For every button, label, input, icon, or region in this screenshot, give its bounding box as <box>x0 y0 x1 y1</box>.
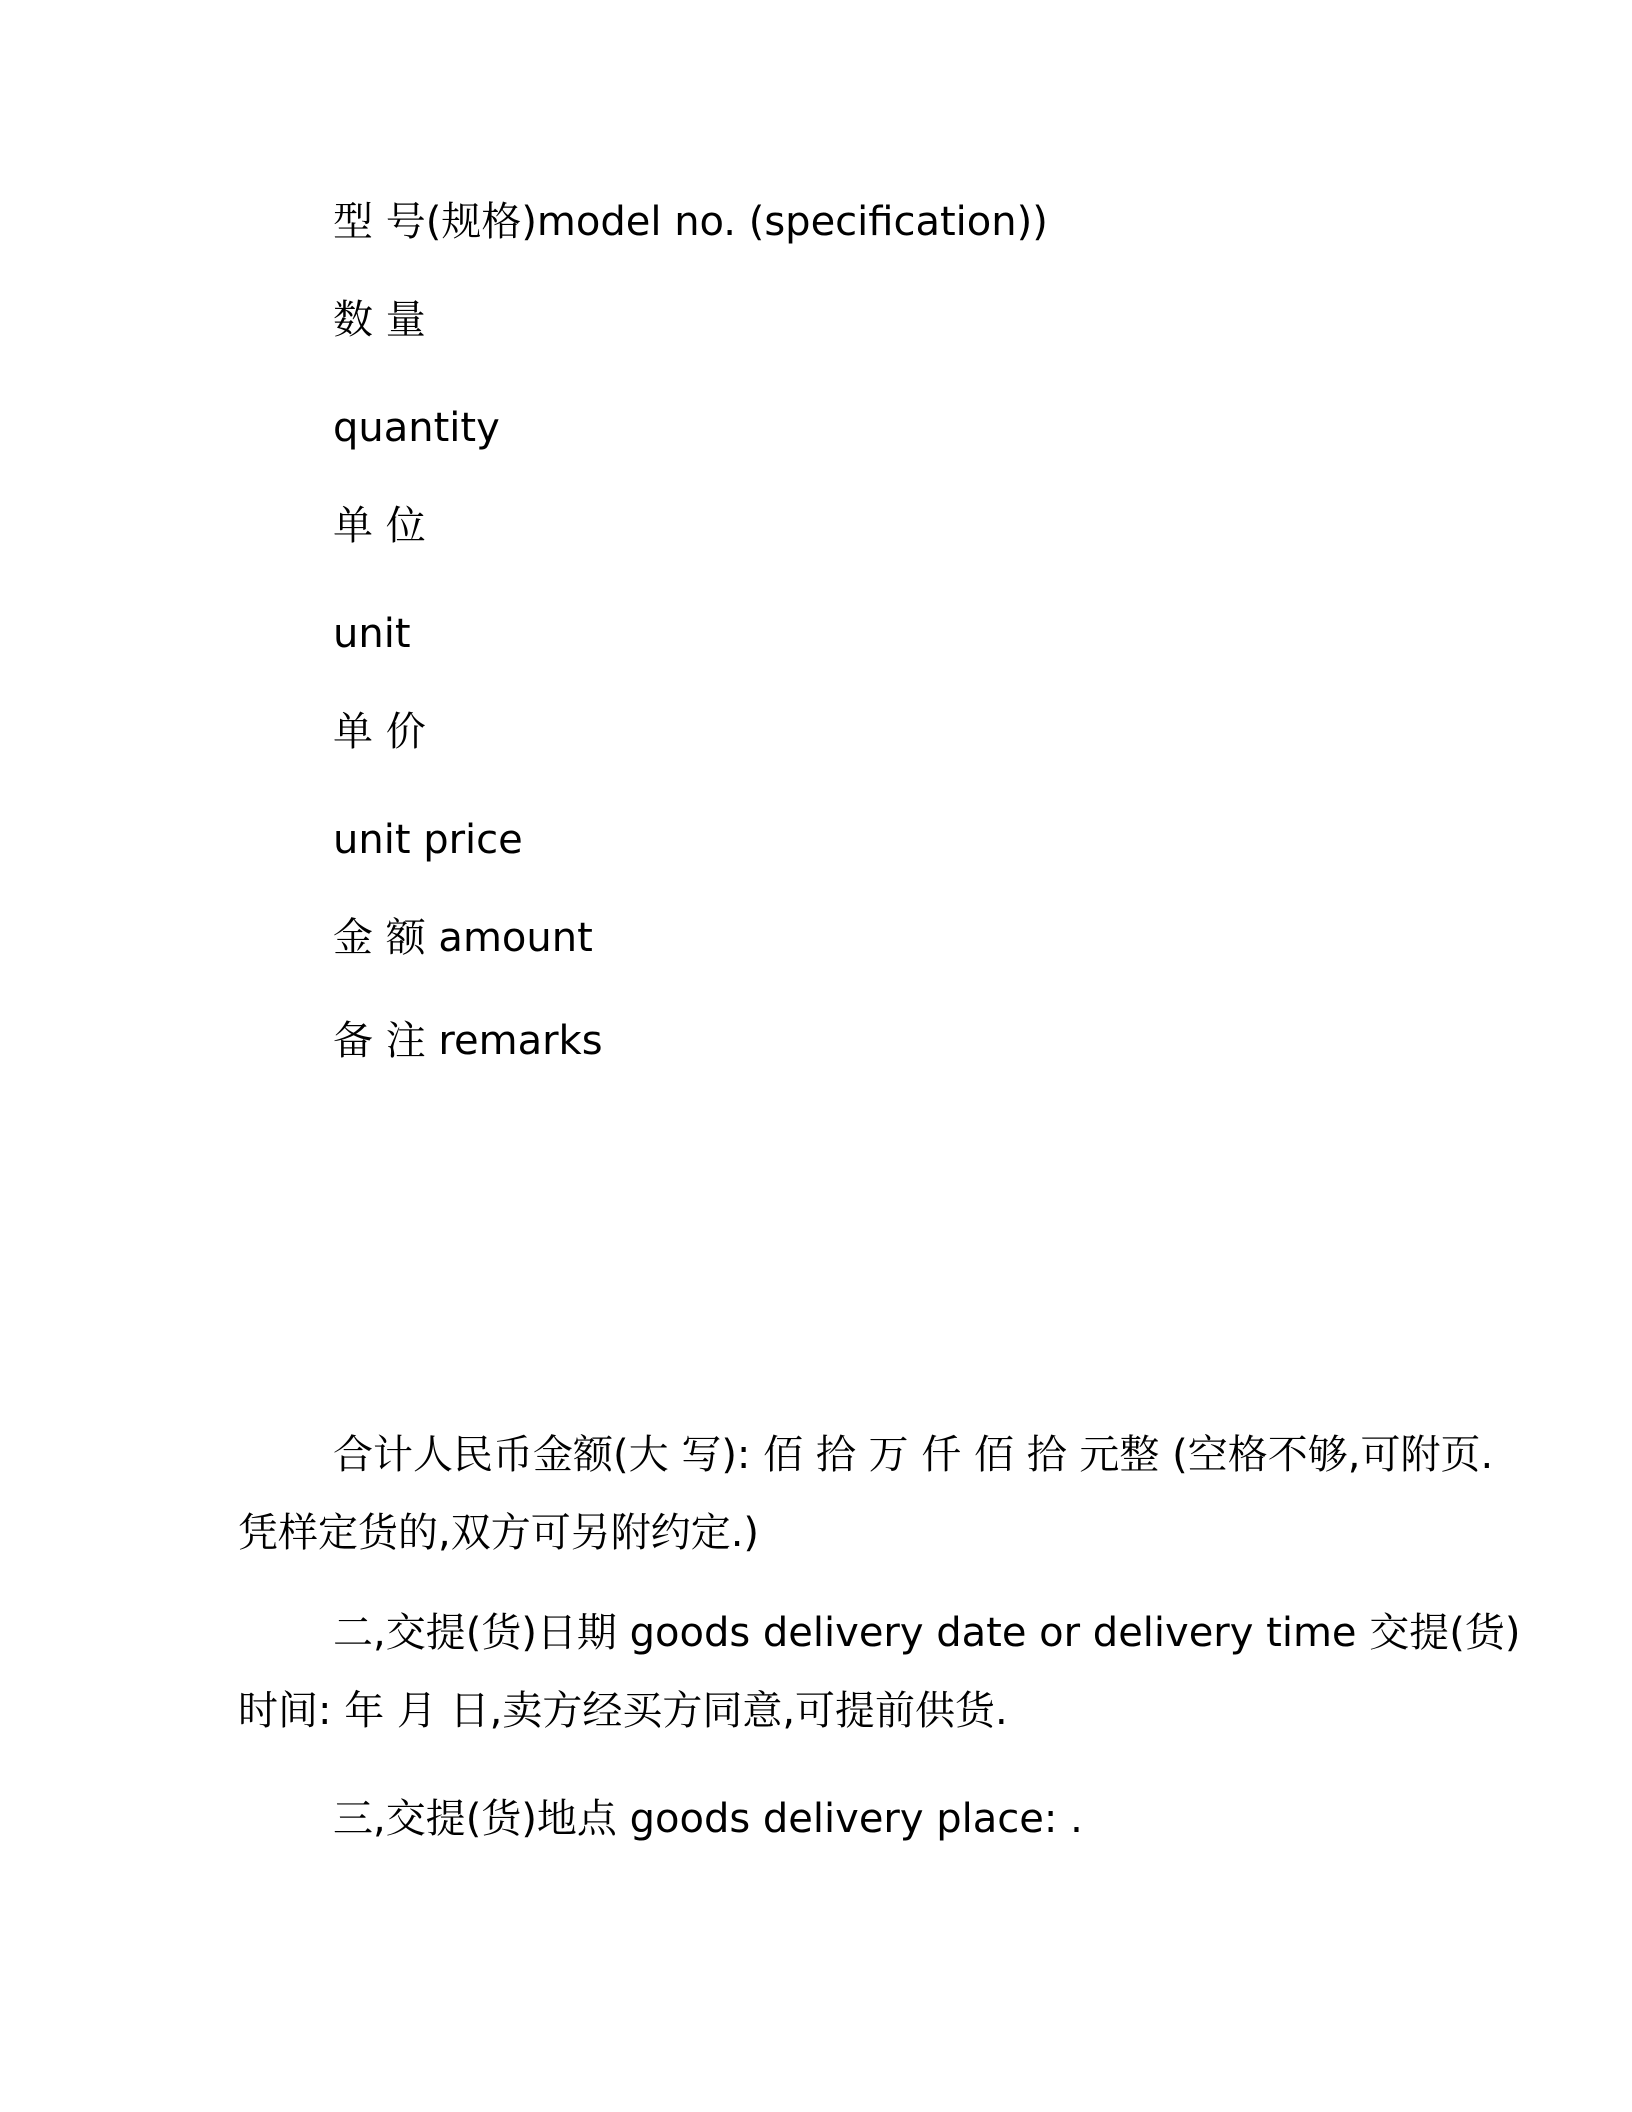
delivery-place-line: 三,交提(货)地点 goods delivery place: . <box>333 1796 1083 1842</box>
quantity-cn-label: 数 量 <box>333 297 426 343</box>
remarks-label: 备 注 remarks <box>333 1018 603 1064</box>
delivery-date-line-1: 二,交提(货)日期 goods delivery date or delivery time 交提(货) <box>333 1610 1521 1656</box>
unit-en-label: unit <box>333 611 411 657</box>
amount-label: 金 额 amount <box>333 915 593 961</box>
quantity-en-label: quantity <box>333 405 500 451</box>
delivery-date-line-2: 时间: 年 月 日,卖方经买方同意,可提前供货. <box>238 1688 1008 1734</box>
unit-cn-label: 单 位 <box>333 503 426 549</box>
model-spec-label: 型 号(规格)model no. (specification)) <box>333 199 1048 245</box>
total-amount-line-1: 合计人民币金额(大 写): 佰 拾 万 仟 佰 拾 元整 (空格不够,可附页. <box>333 1432 1494 1478</box>
unit-price-cn-label: 单 价 <box>333 709 426 755</box>
total-amount-line-2: 凭样定货的,双方可另附约定.) <box>238 1510 760 1556</box>
unit-price-en-label: unit price <box>333 817 523 863</box>
